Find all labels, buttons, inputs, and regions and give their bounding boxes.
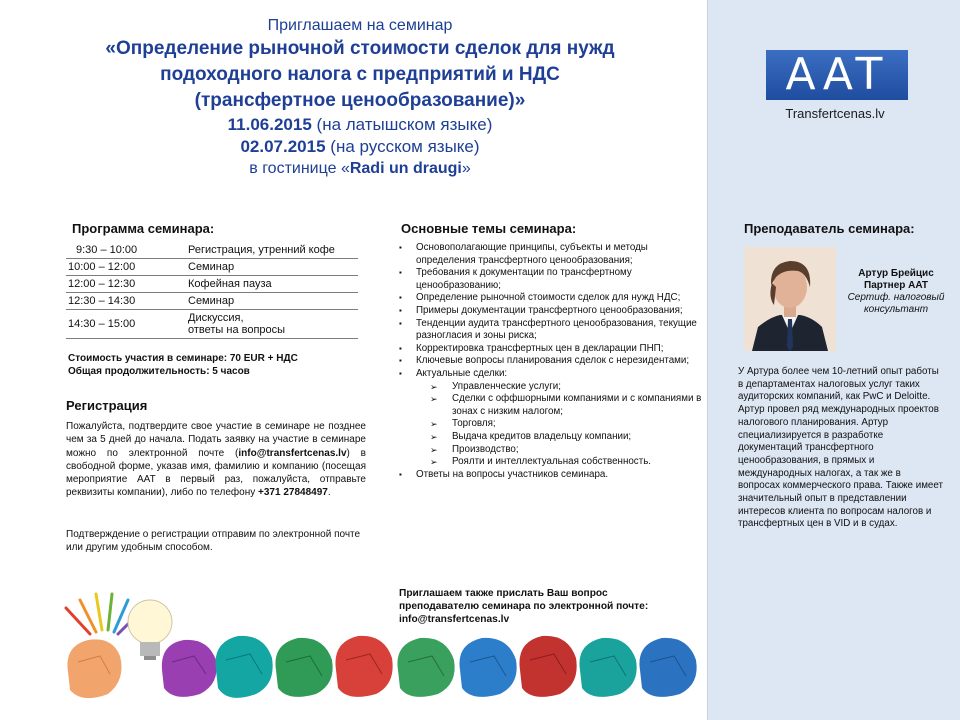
logo-letters: AAT (785, 49, 889, 100)
program-row (66, 310, 358, 339)
date2: 02.07.2015 (240, 137, 326, 156)
date-russian (60, 136, 660, 158)
program-time: 12:30 – 14:30 (68, 295, 136, 307)
date-latvian (60, 114, 660, 136)
topic-subitem: ➢ Управленческие услуги; (396, 381, 706, 394)
lecturer-position: Партнер AAT (864, 280, 928, 291)
venue-line: в гостинице «Radi un draugi» (249, 160, 471, 177)
program-time: 12:00 – 12:30 (68, 278, 136, 290)
program-activity: Регистрация, утренний кофе (188, 244, 335, 256)
lecturer-role: Сертиф. налоговый консультант (847, 292, 945, 315)
registration-text: Пожалуйста, подтвердите свое участие в семинаре не позднее чем за 5 дней до начала. Подать заявку на участие в семинаре можно по электронной почте (info@transfertcenas.lv) в свободной форме, указав имя, фамилию и компанию (посещая мероприятие AAT в первый раз, пожалуйста, отправьте реквизиты компании), либо по телефону +371 27848497. (66, 421, 366, 499)
paper-ball-blue-icon (459, 638, 516, 697)
date1: 11.06.2015 (227, 115, 312, 134)
paper-ball-teal-icon (215, 636, 272, 698)
seminar-title-line1: «Определение рыночной стоимости сделок для нужд (105, 38, 615, 59)
light-bulb-icon (128, 600, 172, 660)
program-table (66, 242, 358, 339)
program-row (66, 293, 358, 310)
topic-item: ▪ Основополагающие принципы, субъекты и методы определения трансфертного ценообразования; (396, 242, 706, 267)
seminar-title-line2: подоходного налога с предприятий и НДС (160, 64, 560, 85)
seminar-title-line3: (трансфертное ценообразование)» (194, 90, 526, 111)
lecturer-name-block (840, 268, 952, 316)
topic-subitem: ➢ Сделки с оффшорными компаниями и с компаниями в зонах с низким налогом; (396, 393, 706, 418)
aat-logo (766, 50, 908, 100)
topic-item: ▪ Тенденции аудита трансфертного ценообразования, текущие разногласия и зоны риска; (396, 318, 706, 343)
program-time: 9:30 – 10:00 (76, 244, 138, 256)
registration-email[interactable]: info@transfertcenas.lv (238, 447, 347, 459)
program-row (66, 259, 358, 276)
cost-info (68, 352, 298, 378)
paper-ball-purple-icon (162, 640, 217, 697)
ask-email[interactable]: info@transfertcenas.lv (399, 614, 510, 625)
lecturer-bio: У Артура более чем 10-летний опыт работы в департаментах налоговых услуг таких аудиторских компаний, как PwC и Deloitte. Артур провел ряд международных проектов налогового планирования. Артур специализируется в разработке документаций трансфертного ценообразования, в прямых и международных налогах, а так же в вопросах коммерческого права. Также имеет значительный опыт в представлении интересов клиента по вопросам налогов и трансфертных цен в VID и в судах. (738, 366, 943, 530)
seminar-header (60, 16, 660, 179)
lecturer-heading: Преподаватель семинара: (744, 221, 915, 236)
program-activity: Семинар (188, 295, 235, 307)
duration-line: Общая продолжительность: 5 часов (68, 366, 250, 377)
topic-item: ▪ Актуальные сделки: (396, 368, 706, 381)
invite-line: Приглашаем на семинар (267, 17, 453, 34)
topic-subitem: ➢ Выдача кредитов владельцу компании; (396, 431, 706, 444)
program-activity: Кофейная пауза (188, 278, 272, 290)
program-activity: Дискуссия, ответы на вопросы (188, 312, 286, 336)
topic-item: ▪ Требования к документации по трансфертному ценообразованию; (396, 267, 706, 292)
topic-item: ▪ Ответы на вопросы участников семинара. (396, 469, 706, 482)
ask-question: Приглашаем также прислать Ваш вопрос преподавателю семинара по электронной почте: info@transfertcenas.lv (399, 587, 699, 626)
logo-website: Transfertcenas.lv (785, 106, 885, 121)
lecturer-photo (744, 247, 836, 351)
date2-language: (на русском языке) (330, 137, 480, 156)
topics-heading: Основные темы семинара: (401, 221, 577, 236)
topic-item: ▪ Примеры документации трансфертного ценообразования; (396, 305, 706, 318)
paper-ball-orange-icon (67, 639, 121, 698)
program-time: 14:30 – 15:00 (68, 318, 136, 330)
topic-subitem: ➢ Торговля; (396, 418, 706, 431)
registration-phone[interactable]: +371 27848497 (258, 487, 328, 499)
program-heading: Программа семинара: (72, 221, 215, 236)
decorative-paper-balls (60, 572, 705, 720)
lecturer-name: Артур Брейцис (858, 268, 934, 279)
registration-confirmation: Подтверждение о регистрации отправим по электронной почте или другим удобным способом. (66, 529, 361, 554)
paper-ball-green2-icon (397, 638, 454, 697)
program-time: 10:00 – 12:00 (68, 261, 136, 273)
program-activity: Семинар (188, 261, 235, 273)
paper-ball-teal2-icon (579, 638, 636, 697)
topic-subitem: ➢ Производство; (396, 444, 706, 457)
program-row (66, 276, 358, 293)
topics-list (396, 242, 706, 481)
topic-item: ▪ Корректировка трансфертных цен в декларации ПНП; (396, 343, 706, 356)
paper-ball-blue2-icon (639, 638, 696, 697)
topic-subitem: ➢ Роялти и интеллектуальная собственность. (396, 456, 706, 469)
date1-language: (на латышском языке) (316, 115, 493, 134)
paper-ball-red-icon (335, 636, 392, 697)
topic-item: ▪ Ключевые вопросы планирования сделок с нерезидентами; (396, 355, 706, 368)
paper-ball-darkred-icon (519, 636, 576, 697)
program-row (66, 242, 358, 259)
venue-name: Radi un draugi (349, 160, 462, 177)
cost-line: Стоимость участия в семинаре: 70 EUR + НДС (68, 353, 298, 364)
paper-ball-green-icon (275, 638, 332, 697)
topic-item: ▪ Определение рыночной стоимости сделок для нужд НДС; (396, 292, 706, 305)
registration-heading: Регистрация (66, 398, 148, 413)
